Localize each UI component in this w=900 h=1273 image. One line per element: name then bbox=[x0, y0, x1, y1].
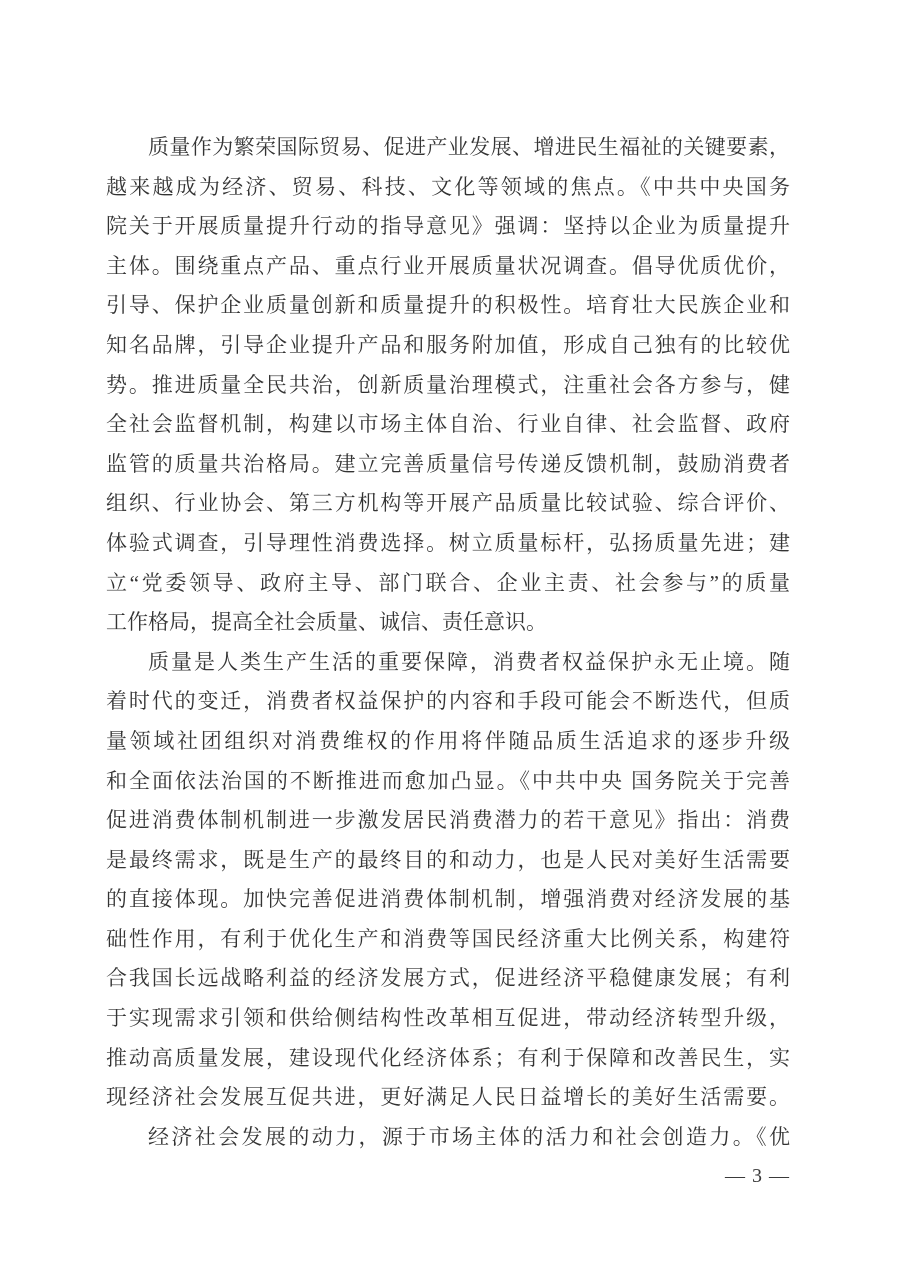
text-line: 和全面依法治国的不断推进而愈加凸显。《中共中央 国务院关于完善 bbox=[106, 768, 790, 793]
text-line: 主体。围绕重点产品、重点行业开展质量状况调查。倡导优质优价， bbox=[106, 253, 790, 278]
text-line: 着时代的变迁，消费者权益保护的内容和手段可能会不断迭代，但质 bbox=[106, 689, 790, 714]
text-line: 监管的质量共治格局。建立完善质量信号传递反馈机制，鼓励消费者 bbox=[106, 451, 790, 476]
text-line: 合我国长远战略利益的经济发展方式，促进经济平稳健康发展；有利 bbox=[106, 966, 790, 991]
text-line: 体验式调查，引导理性消费选择。树立质量标杆，弘扬质量先进；建 bbox=[106, 530, 790, 555]
text-line: 推动高质量发展，建设现代化经济体系；有利于保障和改善民生，实 bbox=[106, 1045, 790, 1070]
text-line: 立“党委领导、政府主导、部门联合、企业主责、社会参与”的质量 bbox=[106, 570, 790, 595]
text-line: 质量是人类生产生活的重要保障，消费者权益保护永无止境。随 bbox=[148, 649, 790, 674]
text-line: 促进消费体制机制进一步激发居民消费潜力的若干意见》指出：消费 bbox=[106, 808, 790, 833]
text-line: 础性作用，有利于优化生产和消费等国民经济重大比例关系，构建符 bbox=[106, 926, 790, 951]
text-line: 现经济社会发展互促共进，更好满足人民日益增长的美好生活需要。 bbox=[106, 1085, 790, 1110]
text-line: 量领域社团组织对消费维权的作用将伴随品质生活追求的逐步升级 bbox=[106, 728, 790, 753]
text-line: 引导、保护企业质量创新和质量提升的积极性。培育壮大民族企业和 bbox=[106, 293, 790, 318]
text-line: 是最终需求，既是生产的最终目的和动力，也是人民对美好生活需要 bbox=[106, 847, 790, 872]
text-line: 势。推进质量全民共治，创新质量治理模式，注重社会各方参与，健 bbox=[106, 372, 790, 397]
text-line: 组织、行业协会、第三方机构等开展产品质量比较试验、综合评价、 bbox=[106, 491, 790, 516]
document-text-block bbox=[106, 128, 790, 1197]
text-line: 越来越成为经济、贸易、科技、文化等领域的焦点。《中共中央国务 bbox=[106, 174, 790, 199]
text-line: 质量作为繁荣国际贸易、促进产业发展、增进民生福祉的关键要素， bbox=[148, 135, 790, 159]
page-number: — 3 — bbox=[725, 1165, 790, 1188]
text-line: 全社会监督机制，构建以市场主体自治、行业自律、社会监督、政府 bbox=[106, 412, 790, 437]
text-line: 于实现需求引领和供给侧结构性改革相互促进，带动经济转型升级， bbox=[106, 1006, 790, 1031]
text-line: 院关于开展质量提升行动的指导意见》强调：坚持以企业为质量提升 bbox=[106, 214, 790, 239]
text-line: 知名品牌，引导企业提升产品和服务附加值，形成自己独有的比较优 bbox=[106, 332, 790, 357]
text-line: 经济社会发展的动力，源于市场主体的活力和社会创造力。《优 bbox=[148, 1124, 790, 1149]
text-line: 的直接体现。加快完善促进消费体制机制，增强消费对经济发展的基 bbox=[106, 887, 790, 912]
text-line: 工作格局，提高全社会质量、诚信、责任意识。 bbox=[106, 610, 547, 635]
